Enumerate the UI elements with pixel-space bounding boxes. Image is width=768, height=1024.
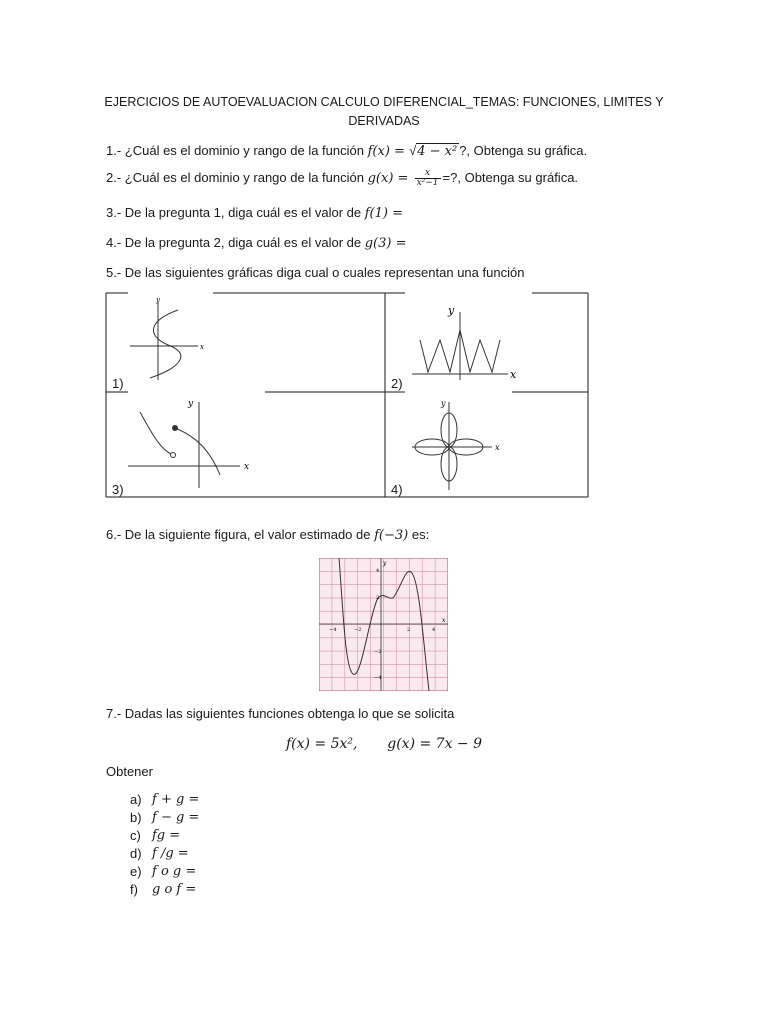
graph-label-1: 1) bbox=[112, 376, 124, 391]
q7-option-expression: f /g = bbox=[152, 846, 189, 861]
graph-1 bbox=[130, 302, 198, 380]
graph-4 bbox=[412, 402, 492, 490]
q7-option-letter: a) bbox=[130, 792, 142, 807]
title-line-1: EJERCICIOS DE AUTOEVALUACION CALCULO DIFERENCIAL_TEMAS: FUNCIONES, LIMITES Y bbox=[104, 95, 664, 109]
q6-tick-x-neg2: −2 bbox=[354, 627, 362, 633]
graph3-curve-left bbox=[140, 412, 173, 455]
graph1-y-label: y bbox=[156, 296, 160, 304]
q6-tick-x-2: 2 bbox=[407, 627, 411, 633]
graph3-curve-right bbox=[175, 428, 220, 475]
q6-text: 6.- De la siguiente figura, el valor estimado de bbox=[106, 527, 371, 542]
q1-lhs: f(x) = bbox=[367, 144, 410, 159]
q6-y-label: y bbox=[383, 560, 387, 567]
q7-option-letter: c) bbox=[130, 828, 141, 843]
q1-radicand: 4 − x² bbox=[417, 144, 458, 159]
q6-tick-y-neg4: −4 bbox=[374, 675, 382, 681]
q2-suffix: =?, Obtenga su gráfica. bbox=[442, 169, 579, 185]
q6-graph bbox=[319, 558, 448, 691]
q7-option-expression: fg = bbox=[152, 828, 181, 843]
q4-text: 4.- De la pregunta 2, diga cuál es el valor de bbox=[106, 235, 362, 250]
q4-math: g(3) = bbox=[364, 236, 407, 251]
graph-2 bbox=[412, 312, 508, 380]
q3-math: f(1) = bbox=[364, 206, 403, 221]
title-line-2: DERIVADAS bbox=[348, 114, 420, 128]
graph4-y-label: y bbox=[441, 399, 446, 408]
graph2-x-label: x bbox=[510, 368, 517, 381]
q6-tick-x-4: 4 bbox=[432, 627, 436, 633]
q6-tick-y-neg2: −2 bbox=[374, 649, 382, 655]
graph3-x-label: x bbox=[244, 462, 250, 472]
graph-label-4: 4) bbox=[391, 482, 403, 497]
q7-option-letter: b) bbox=[130, 810, 142, 825]
q7-obtener: Obtener bbox=[106, 764, 153, 779]
graph3-y-label: y bbox=[188, 399, 194, 409]
q7-option-expression: f o g = bbox=[152, 864, 197, 879]
question-5: 5.- De las siguientes gráficas diga cual o cuales representan una función bbox=[106, 265, 525, 280]
q1-radical: √ bbox=[409, 143, 417, 158]
graph3-closed-point bbox=[173, 426, 178, 431]
q7-option-letter: e) bbox=[130, 864, 142, 879]
question-6 bbox=[106, 527, 429, 543]
graph4-x-label: x bbox=[495, 443, 500, 452]
q6-tick-y-2: 2 bbox=[376, 595, 380, 601]
q7-f-definition: f(x) = 5x², bbox=[285, 736, 358, 752]
graph1-curve bbox=[150, 310, 181, 378]
q7-option-expression: f + g = bbox=[152, 792, 200, 807]
q7-g-definition: g(x) = 7x − 9 bbox=[387, 736, 483, 752]
q7-option-expression: g o f = bbox=[152, 882, 197, 897]
q7-functions bbox=[0, 735, 768, 752]
graph3-open-point bbox=[171, 453, 176, 458]
q6-suffix: es: bbox=[411, 527, 430, 542]
graph-label-3: 3) bbox=[112, 482, 124, 497]
q7-option-letter: f) bbox=[130, 882, 138, 897]
q2-prefix: 2.- ¿Cuál es el dominio y rango de la función bbox=[106, 169, 364, 185]
graph-label-2: 2) bbox=[391, 376, 403, 391]
q2-denominator: x²−1 bbox=[416, 178, 439, 188]
question-7: 7.- Dadas las siguientes funciones obtenga lo que se solicita bbox=[106, 706, 455, 721]
q6-tick-y-4: 4 bbox=[376, 568, 380, 574]
q1-suffix: ?, Obtenga su gráfica. bbox=[459, 143, 588, 158]
q2-lhs: g(x) = bbox=[367, 170, 413, 186]
graph-3 bbox=[128, 402, 240, 488]
q7-option-letter: d) bbox=[130, 846, 142, 861]
q6-tick-x-neg4: −4 bbox=[329, 627, 337, 633]
graph2-y-label: y bbox=[448, 304, 455, 317]
graph1-x-label: x bbox=[200, 343, 204, 351]
q6-x-label: x bbox=[442, 617, 446, 624]
q1-prefix: 1.- ¿Cuál es el dominio y rango de la función bbox=[106, 143, 364, 158]
q2-numerator: x bbox=[415, 169, 441, 179]
q3-text: 3.- De la pregunta 1, diga cuál es el valor de bbox=[106, 205, 362, 220]
q7-option-expression: f − g = bbox=[152, 810, 200, 825]
q6-math: f(−3) bbox=[374, 528, 409, 543]
